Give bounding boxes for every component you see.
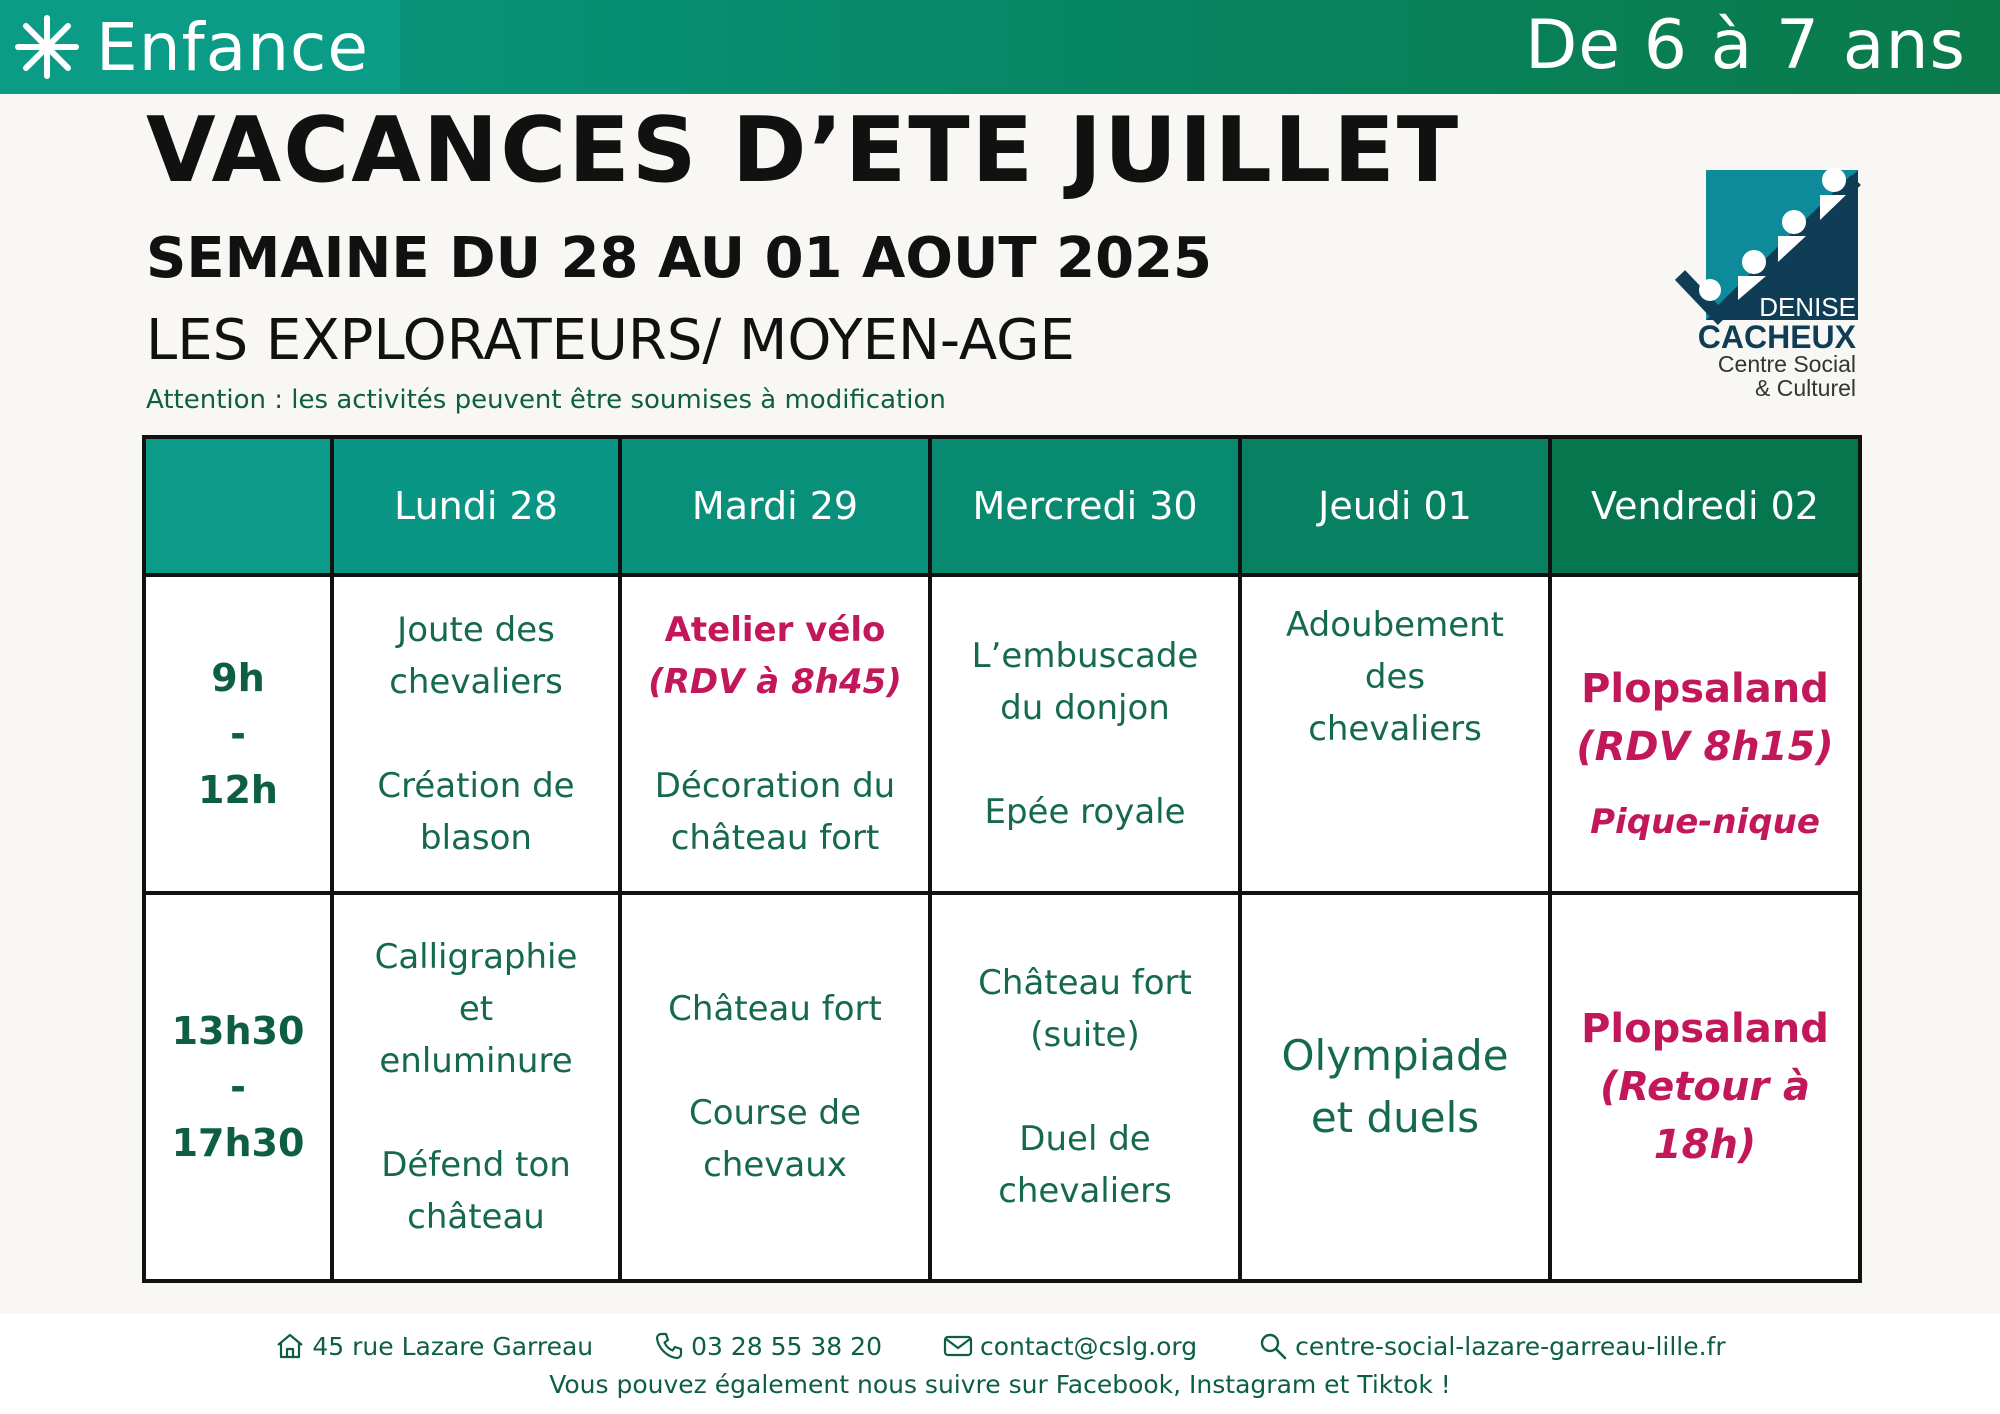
- afternoon-time-cell: [144, 893, 332, 1281]
- afternoon-lundi: [332, 893, 620, 1281]
- logo-line-2: CACHEUX: [1697, 319, 1856, 355]
- activity-line: des: [1364, 657, 1426, 697]
- activity-line: château: [407, 1197, 545, 1237]
- afternoon-row: [144, 893, 1860, 1281]
- activity-line: Décoration du: [654, 766, 896, 806]
- header-empty-cell: [144, 437, 332, 575]
- social-follow-note: Vous pouvez également nous suivre sur Facebook, Instagram et Tiktok !: [549, 1370, 1451, 1399]
- activity-line: Adoubement: [1285, 605, 1504, 645]
- activity-line: (RDV à 8h45): [648, 662, 902, 702]
- day-header-vendredi: Vendredi 02: [1550, 437, 1860, 575]
- morning-mardi: [620, 575, 930, 893]
- activity-line: blason: [420, 818, 532, 858]
- mail-icon: [942, 1330, 974, 1362]
- activity-line: chevaliers: [998, 1171, 1172, 1211]
- activity-line: Défend ton: [381, 1145, 571, 1185]
- activity-line: chevaliers: [389, 662, 563, 702]
- afternoon-mardi: [620, 893, 930, 1281]
- activity-line: Plopsaland: [1581, 1006, 1829, 1052]
- activity-line: (suite): [1030, 1015, 1140, 1055]
- day-header-lundi: Lundi 28: [332, 437, 620, 575]
- logo-line-1: DENISE: [1759, 292, 1856, 322]
- theme-subtitle: LES EXPLORATEURS/ MOYEN-AGE: [146, 308, 1075, 373]
- day-header-mardi: Mardi 29: [620, 437, 930, 575]
- activity-line: Duel de: [1019, 1119, 1151, 1159]
- home-icon: [274, 1330, 306, 1362]
- page-title: VACANCES D’ETE JUILLET: [146, 98, 1461, 203]
- table-header-row: [144, 437, 1860, 575]
- activity-line: Atelier vélo: [664, 610, 886, 650]
- morning-mercredi: [930, 575, 1240, 893]
- search-icon: [1257, 1330, 1289, 1362]
- activity-line: (RDV 8h15): [1576, 724, 1834, 770]
- website-item: [1257, 1330, 1726, 1362]
- activity-schedule-table: [142, 435, 1862, 1283]
- age-range: De 6 à 7 ans: [1524, 6, 1966, 85]
- footer: [0, 1314, 2000, 1414]
- asterisk-icon: [12, 12, 82, 82]
- activity-line: enluminure: [379, 1041, 573, 1081]
- phone-item: [653, 1330, 882, 1362]
- activity-line: (Retour à: [1600, 1064, 1810, 1110]
- logo-line-4: & Culturel: [1755, 375, 1856, 401]
- afternoon-jeudi: [1240, 893, 1550, 1281]
- day-header-jeudi: Jeudi 01: [1240, 437, 1550, 575]
- activity-line: du donjon: [1000, 688, 1170, 728]
- contact-bar: [0, 1330, 2000, 1362]
- phone-icon: [653, 1330, 685, 1362]
- activity-line: et duels: [1310, 1093, 1480, 1142]
- email-item: [942, 1330, 1197, 1362]
- address-text: 45 rue Lazare Garreau: [312, 1331, 594, 1361]
- afternoon-sep: -: [230, 1065, 246, 1109]
- morning-sep: -: [230, 712, 246, 756]
- centre-logo: [1670, 140, 1870, 410]
- address-item: [274, 1330, 593, 1362]
- category-tag: [0, 0, 400, 94]
- activity-line: Olympiade: [1281, 1031, 1509, 1080]
- morning-time-cell: [144, 575, 332, 893]
- activity-line: Création de: [377, 766, 575, 806]
- morning-start: 9h: [211, 656, 265, 700]
- afternoon-mercredi: [930, 893, 1240, 1281]
- activity-line: Plopsaland: [1581, 666, 1829, 712]
- activity-line: chevaliers: [1308, 709, 1482, 749]
- activity-line: Joute des: [397, 610, 555, 650]
- logo-line-3: Centre Social: [1717, 351, 1856, 377]
- activity-line: Course de: [688, 1093, 861, 1133]
- activity-line: Château fort: [978, 963, 1192, 1003]
- activity-line: chevaux: [703, 1145, 847, 1185]
- activity-line: château fort: [670, 818, 880, 858]
- morning-row: [144, 575, 1860, 893]
- modification-notice: Attention : les activités peuvent être soumises à modification: [146, 385, 946, 415]
- week-subtitle: SEMAINE DU 28 AU 01 AOUT 2025: [146, 226, 1212, 291]
- afternoon-end: 17h30: [171, 1121, 305, 1165]
- activity-line: Pique-nique: [1590, 802, 1820, 842]
- activity-line: Epée royale: [984, 792, 1186, 832]
- activity-line: et: [458, 989, 494, 1029]
- phone-text[interactable]: 03 28 55 38 20: [691, 1331, 882, 1361]
- activity-line: Château fort: [668, 989, 882, 1029]
- morning-end: 12h: [198, 768, 278, 812]
- morning-jeudi: [1240, 575, 1550, 893]
- morning-lundi: [332, 575, 620, 893]
- email-link[interactable]: contact@cslg.org: [979, 1331, 1198, 1361]
- activity-line: Calligraphie: [374, 937, 578, 977]
- website-link[interactable]: centre-social-lazare-garreau-lille.fr: [1295, 1331, 1726, 1361]
- category-label: Enfance: [96, 8, 369, 86]
- morning-vendredi: [1550, 575, 1860, 893]
- afternoon-start: 13h30: [171, 1009, 305, 1053]
- afternoon-vendredi: [1550, 893, 1860, 1281]
- day-header-mercredi: Mercredi 30: [930, 437, 1240, 575]
- activity-line: L’embuscade: [971, 636, 1199, 676]
- activity-line: 18h): [1653, 1122, 1757, 1168]
